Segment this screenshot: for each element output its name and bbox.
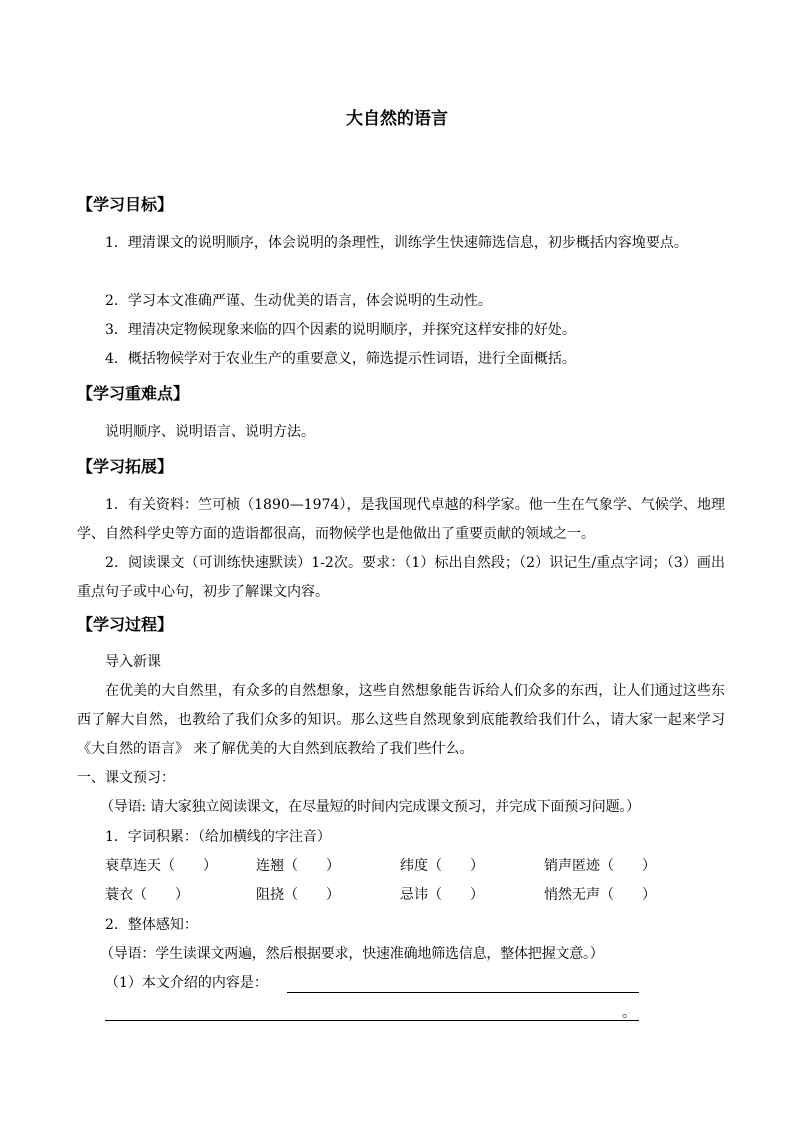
intro-label: 导入新课 [105,654,161,670]
page-title: 大自然的语言 [346,109,448,129]
answer-blank-line[interactable] [287,992,639,993]
goal-item-4: 4．概括物候学对于农业生产的重要意义，筛选提示性词语，进行全面概括。 [105,351,576,367]
vocab-item: 连翘（ ） [256,858,340,874]
part1-guide: （导语: 请大家独立阅读课文，在尽量短的时间内完成课文预习，并完成下面预习问题。） [100,799,640,815]
vocab-item: 衰草连天（ ） [105,858,217,874]
extension-item-2: 2．阅读课文（可训练快速默读）1-2次。要求：（1）标出自然段；（2）识记生/重点字词；（3）画出重点句子或中心句，初步了解课文内容。 [77,555,725,600]
vocab-item: 销声匿迹（ ） [544,858,656,874]
part1-title: 一、课文预习： [77,770,175,786]
heading-process: 【学习过程】 [77,615,174,634]
question-1-label: （1）本文介绍的内容是： [105,975,268,991]
heading-goals: 【学习目标】 [77,195,174,214]
extension-item-1: 1．有关资料：竺可桢（1890—1974），是我国现代卓越的科学家。他一生在气象学、气候学、地理学、自然科学史等方面的造诣都很高，而物候学也是他做出了重要贡献的领域之一。 [77,497,725,542]
key-points-text: 说明顺序、说明语言、说明方法。 [105,424,315,440]
goal-item-1: 1．理清课文的说明顺序，体会说明的条理性，训练学生快速筛选信息，初步概括内容堍要点。 [105,235,688,251]
vocab-item: 蓑衣（ ） [105,887,189,903]
heading-extension: 【学习拓展】 [77,457,174,476]
goal-item-2: 2．学习本文准确严谨、生动优美的语言，体会说明的生动性。 [105,293,492,309]
question-1-end: 。 [622,1005,636,1021]
intro-text: 在优美的大自然里，有众多的自然想象，这些自然想象能告诉给人们众多的东西，让人们通过这些东西了解大自然，也教给了我们众多的知识。那么这些自然现象到底能教给我们什么，请大家一起来学习《大自然的语言》 来了解优美的大自然到底教给了我们些什么。 [77,683,725,757]
goal-item-3: 3．理清决定物候现象来临的四个因素的说明顺序，并探究这样安排的好处。 [105,322,576,338]
vocab-item: 纬度（ ） [400,858,484,874]
heading-key-points: 【学习重难点】 [77,384,190,403]
vocab-item: 忌讳（ ） [400,887,484,903]
vocab-item: 阻挠（ ） [256,887,340,903]
vocab-item: 悄然无声（ ） [544,887,656,903]
overall-guide: （导语：学生读课文两遍，然后根据要求，快速准确地筛选信息，整体把握文意。） [100,946,604,962]
overall-title: 2．整体感知： [105,917,198,933]
answer-blank-line[interactable] [105,1020,639,1021]
vocab-title: 1．字词积累：（给加横线的字注音） [105,829,331,845]
